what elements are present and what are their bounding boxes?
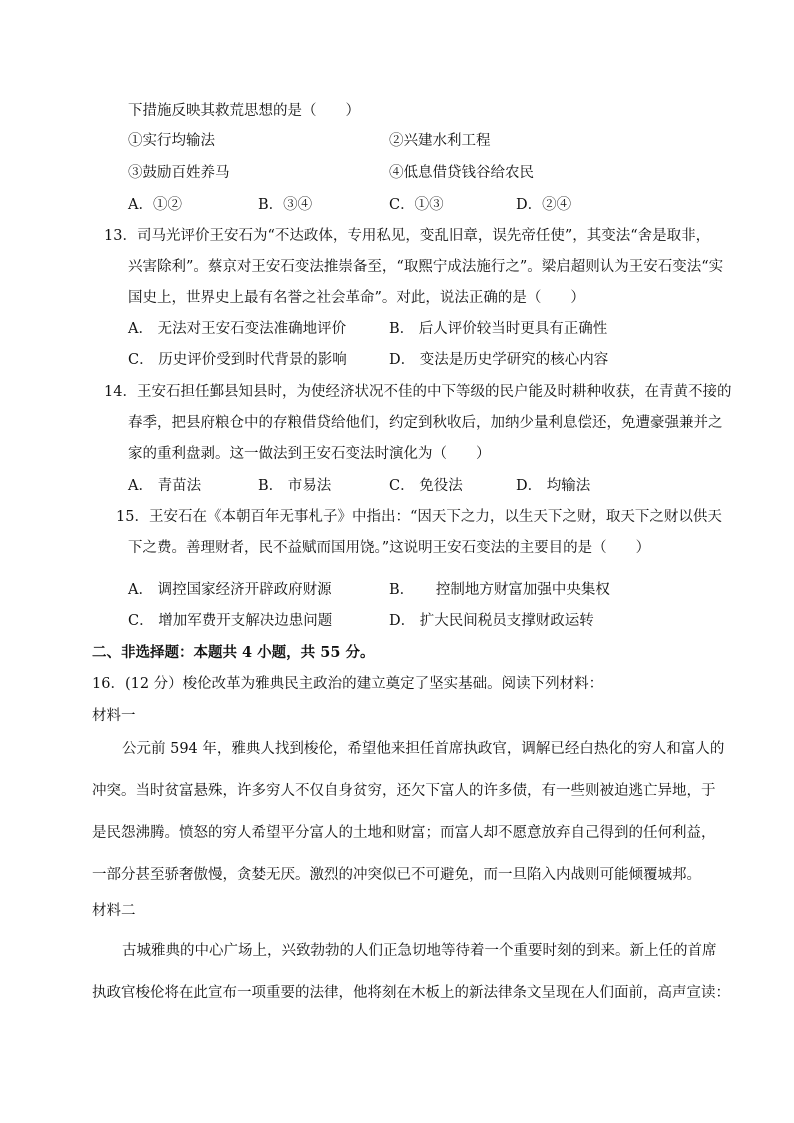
q12-option-d: D．②④: [516, 197, 572, 213]
q14-option-d: D． 均输法: [516, 478, 591, 494]
q13-line-3: 国史上，世界史上最有名誉之社会革命”。对此，说法正确的是（ ）: [128, 290, 585, 306]
q14-line-1: 14．王安石担任鄞县知县时，为使经济状况不佳的中下等级的民户能及时耕种收获，在青黄不接的: [104, 384, 732, 400]
q14-line-3: 家的重利盘剥。这一做法到王安石变法时演化为（ ）: [128, 446, 491, 462]
q12-option-a: A．①②: [128, 197, 182, 213]
q12-item-3: ③鼓励百姓养马: [128, 165, 230, 181]
q13-option-c: C． 历史评价受到时代背景的影响: [128, 352, 347, 368]
q15-option-b: B． 控制地方财富加强中央集权: [389, 582, 610, 598]
q13-line-2: 兴害除利”。蔡京对王安石变法推崇备至，“取熙宁成法施行之”。梁启超则认为王安石变法“实: [128, 259, 724, 275]
material-1-line-1: 公元前 594 年，雅典人找到梭伦，希望他来担任首席执政官，调解已经白热化的穷人和富人的: [122, 741, 725, 757]
q15-option-d: D． 扩大民间税员支撑财政运转: [389, 613, 594, 629]
q16-stem: 16．(12 分）梭伦改革为雅典民主政治的建立奠定了坚实基础。阅读下列材料：: [92, 676, 604, 692]
q15-line-1: 15．王安石在《本朝百年无事札子》中指出：“因天下之力，以生天下之财，取天下之财以供天: [116, 509, 722, 525]
q15-option-c: C． 增加军费开支解决边患问题: [128, 613, 333, 629]
material-2-line-2: 执政官梭伦将在此宣布一项重要的法律，他将刻在木板上的新法律条文呈现在人们面前，高声宣读：: [92, 985, 730, 1001]
q13-line-1: 13．司马光评价王安石为“不达政体，专用私见，变乱旧章，误先帝任使”，其变法“舍是取非，: [104, 228, 711, 244]
material-2-line-1: 古城雅典的中心广场上，兴致勃勃的人们正急切地等待着一个重要时刻的到来。新上任的首席: [122, 943, 717, 959]
q13-option-d: D． 变法是历史学研究的核心内容: [389, 352, 609, 368]
q12-item-1: ①实行均输法: [128, 133, 215, 149]
q12-item-2: ②兴建水利工程: [389, 133, 491, 149]
section-2-title: 二、非选择题：本题共 4 小题，共 55 分。: [92, 644, 375, 661]
q14-option-b: B． 市易法: [258, 478, 332, 494]
q15-line-2: 下之费。善理财者，民不益赋而国用饶。”这说明王安石变法的主要目的是（ ）: [128, 540, 651, 556]
material-1-label: 材料一: [92, 708, 136, 724]
q15-option-a: A． 调控国家经济开辟政府财源: [128, 582, 332, 598]
q12-item-4: ④低息借贷钱谷给农民: [389, 165, 534, 181]
q14-line-2: 春季，把县府粮仓中的存粮借贷给他们，约定到秋收后，加纳少量利息偿还，免遭豪强兼并之: [128, 415, 723, 431]
q12-stem-cont: 下措施反映其救荒思想的是（ ）: [128, 103, 360, 119]
q14-option-a: A． 青苗法: [128, 478, 202, 494]
material-1-line-2: 冲突。当时贫富悬殊，许多穷人不仅自身贫穷，还欠下富人的许多债，有一些则被迫逃亡异地，于: [92, 783, 716, 799]
material-1-line-4: 一部分甚至骄奢傲慢，贪婪无厌。激烈的冲突似已不可避免，而一旦陷入内战则可能倾覆城邦。: [92, 867, 701, 883]
q12-option-c: C．①③: [389, 197, 444, 213]
q14-option-c: C． 免役法: [389, 478, 463, 494]
q13-option-a: A． 无法对王安石变法准确地评价: [128, 321, 347, 337]
material-2-label: 材料二: [92, 903, 136, 919]
material-1-line-3: 是民怨沸腾。愤怒的穷人希望平分富人的土地和财富；而富人却不愿意放弃自己得到的任何利益，: [92, 825, 716, 841]
q13-option-b: B． 后人评价较当时更具有正确性: [389, 321, 608, 337]
q12-option-b: B．③④: [258, 197, 313, 213]
